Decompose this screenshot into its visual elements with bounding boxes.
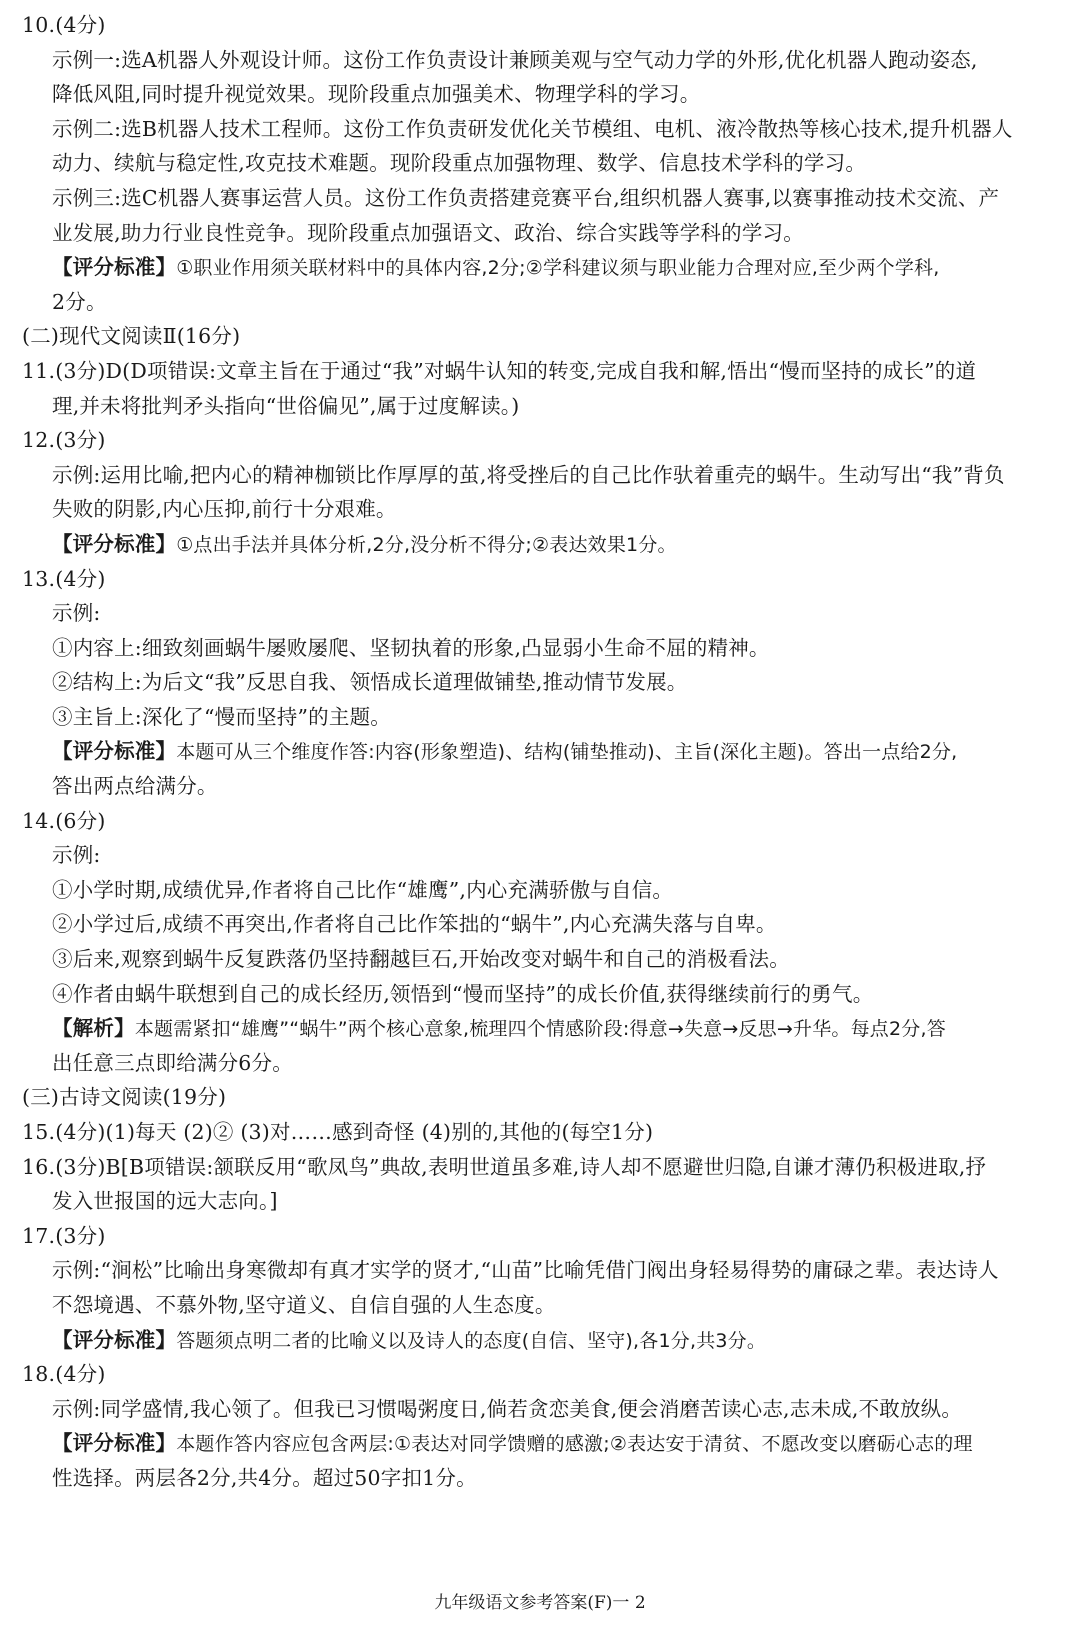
text-line: 示例:同学盛情,我心领了。但我已习惯喝粥度日,倘若贪恋美食,便会消磨苦读心志,志未成,不敢放纵。 [52,1396,963,1421]
text-line: ①小学时期,成绩优异,作者将自己比作“雄鹰”,内心充满骄傲与自信。 [52,877,674,902]
criteria-text: ①点出手法并具体分析,2分,没分析不得分;②表达效果1分。 [176,533,677,556]
text-line: 动力、续航与稳定性,攻克技术难题。现阶段重点加强物理、数学、信息技术学科的学习。 [52,151,867,176]
page-footer: 九年级语文参考答案(F)一 2 [434,1593,646,1613]
text-line: 性选择。两层各2分,共4分。超过50字扣1分。 [52,1465,477,1490]
criteria-tag: 【解析】 [52,1016,135,1041]
text-line: 示例: [52,601,101,626]
text-line: ②结构上:为后文“我”反思自我、领悟成长道理做铺垫,推动情节发展。 [52,670,688,695]
criteria-text: 答题须点明二者的比喻义以及诗人的态度(自信、坚守),各1分,共3分。 [176,1329,767,1352]
text-line: 业发展,助力行业良性竞争。现阶段重点加强语文、政治、综合实践等学科的学习。 [52,220,804,245]
criteria-tag: 【评分标准】 [52,531,177,556]
grading-criteria-line [0,527,1080,562]
text-line: 14.(6分) [22,808,106,833]
text-line: 降低风阻,同时提升视觉效果。现阶段重点加强美术、物理学科的学习。 [52,82,701,107]
text-line: ②小学过后,成绩不再突出,作者将自己比作笨拙的“蜗牛”,内心充满失落与自卑。 [52,912,777,937]
grading-criteria-line [0,250,1080,285]
text-line: 示例一:选A机器人外观设计师。这份工作负责设计兼顾美观与空气动力学的外形,优化机器人跑动姿态, [52,47,978,72]
grading-criteria-line [0,1323,1080,1358]
text-line: 不怨境遇、不慕外物,坚守道义、自信自强的人生态度。 [52,1292,556,1317]
criteria-tag: 【评分标准】 [52,739,177,764]
text-line: 发入世报国的远大志向。] [52,1189,278,1214]
grading-criteria-line [0,734,1080,769]
criteria-text: 本题可从三个维度作答:内容(形象塑造)、结构(铺垫推动)、主旨(深化主题)。答出一点给2分, [176,741,958,764]
text-line: 示例:运用比喻,把内心的精神枷锁比作厚厚的茧,将受挫后的自己比作驮着重壳的蜗牛。生动写出“我”背负 [52,462,1005,487]
criteria-text: 本题作答内容应包含两层:①表达对同学馈赠的感激;②表达安于清贫、不愿改变以磨砺心志的理 [176,1433,973,1456]
text-line: 13.(4分) [22,566,106,591]
grading-criteria-line [0,1426,1080,1461]
text-line: 示例三:选C机器人赛事运营人员。这份工作负责搭建竞赛平台,组织机器人赛事,以赛事推动技术交流、产 [52,185,1000,210]
text-line: 2分。 [52,289,107,314]
text-line: 示例: [52,843,101,868]
text-line: ①内容上:细致刻画蜗牛屡败屡爬、坚韧执着的形象,凸显弱小生命不屈的精神。 [52,635,770,660]
text-line: 示例二:选B机器人技术工程师。这份工作负责研发优化关节模组、电机、液冷散热等核心技术,提升机器人 [52,116,1013,141]
text-line: 15.(4分)(1)每天 (2)② (3)对……感到奇怪 (4)别的,其他的(每空1分) [22,1120,654,1144]
text-line: 10.(4分) [22,13,106,37]
text-line: ④作者由蜗牛联想到自己的成长经历,领悟到“慢而坚持”的成长价值,获得继续前行的勇气。 [52,981,874,1006]
criteria-tag: 【评分标准】 [52,1327,177,1352]
text-line: 答出两点给满分。 [52,774,218,799]
text-line: ③后来,观察到蜗牛反复跌落仍坚持翻越巨石,开始改变对蜗牛和自己的消极看法。 [52,947,790,972]
grading-criteria-line [0,1011,1080,1046]
text-line: 17.(3分) [22,1223,106,1248]
answer-key-page [0,8,1080,1496]
text-line: 18.(4分) [22,1362,106,1387]
criteria-text: 本题需紧扣“雄鹰”“蜗牛”两个核心意象,梳理四个情感阶段:得意→失意→反思→升华。每点2分,答 [134,1018,946,1041]
text-line: 失败的阴影,内心压抑,前行十分艰难。 [52,497,397,522]
text-line: (二)现代文阅读Ⅱ(16分) [22,324,241,349]
text-line: 12.(3分) [22,428,106,453]
text-line: (三)古诗文阅读(19分) [22,1085,227,1110]
text-line: 理,并未将批判矛头指向“世俗偏见”,属于过度解读。) [52,393,520,418]
criteria-tag: 【评分标准】 [52,1431,177,1456]
text-line: 出任意三点即给满分6分。 [52,1050,293,1075]
text-line: 示例:“涧松”比喻出身寒微却有真才实学的贤才,“山苗”比喻凭借门阀出身轻易得势的庸碌之辈。表达诗人 [52,1258,999,1283]
criteria-tag: 【评分标准】 [52,255,177,280]
text-line: 16.(3分)B[B项错误:颔联反用“歌凤鸟”典故,表明世道虽多难,诗人却不愿避世归隐,自谦才薄仍积极进取,抒 [22,1154,987,1179]
criteria-text: ①职业作用须关联材料中的具体内容,2分;②学科建议须与职业能力合理对应,至少两个学科, [176,257,940,280]
text-line: 11.(3分)D(D项错误:文章主旨在于通过“我”对蜗牛认知的转变,完成自我和解,悟出“慢而坚持的成长”的道 [22,358,977,383]
text-line: ③主旨上:深化了“慢而坚持”的主题。 [52,704,391,729]
